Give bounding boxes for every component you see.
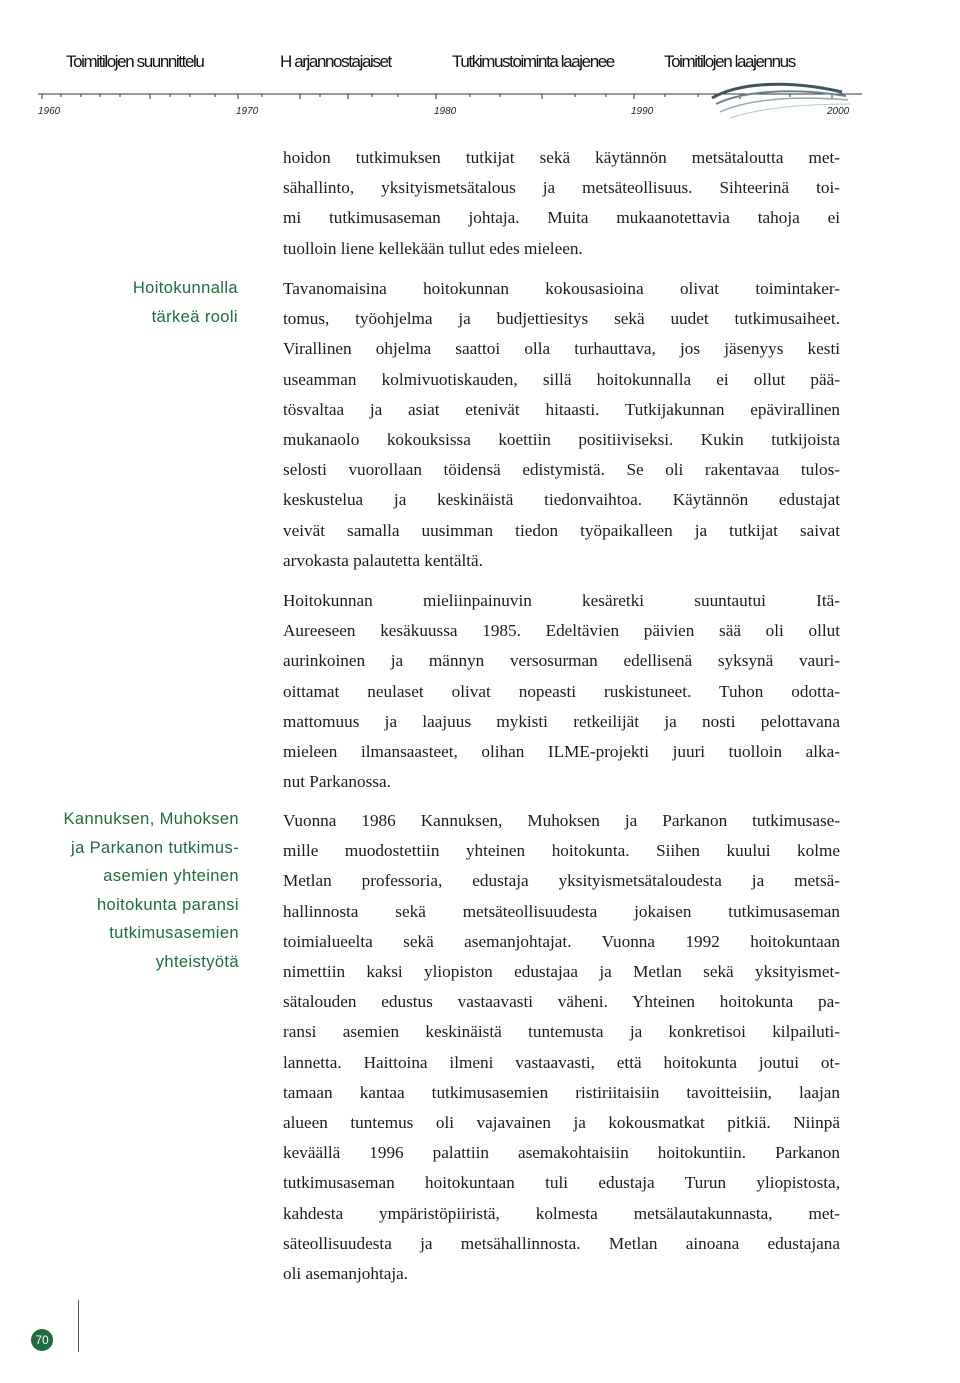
text-line: Virallinen ohjelma saattoi olla turhauttava, jos jäsenyys kesti <box>283 339 840 359</box>
text-line: useamman kolmivuotiskauden, sillä hoitokunnalla ei ollut pää- <box>283 369 840 389</box>
sidebar-heading-line: Kannuksen, Muhoksen <box>63 810 239 828</box>
year-1960: 1960 <box>38 106 61 117</box>
paragraph-3 <box>283 586 840 797</box>
year-2000: 2000 <box>827 106 850 117</box>
text-line: aurinkoinen ja männyn versosurman edellisenä syksynä vauri- <box>283 651 840 671</box>
footer-divider <box>78 1300 79 1352</box>
paragraph-4 <box>283 806 840 1289</box>
text-line: Aureeseen kesäkuussa 1985. Edeltävien päivien sää oli ollut <box>283 621 840 641</box>
paragraph-2 <box>283 274 840 576</box>
timeline-graphic <box>0 82 960 126</box>
sidebar-heading-line: Hoitokunnalla <box>132 279 238 297</box>
text-line: hallinnosta sekä metsäteollisuudesta jokaisen tutkimusaseman <box>283 901 840 921</box>
text-line: tösvaltaa ja asiat etenivät hitaasti. Tutkijakunnan epävirallinen <box>283 399 840 419</box>
text-line: Hoitokunnan mieliinpainuvin kesäretki suuntautui Itä- <box>283 591 840 610</box>
text-line: oli asemanjohtaja. <box>283 1264 409 1284</box>
text-line: mi tutkimusaseman johtaja. Muita mukaanotettavia tahoja ei <box>283 208 840 228</box>
text-line: lannetta. Haittoina ilmeni vastaavasti, että hoitokunta joutui ot- <box>283 1052 840 1072</box>
timeline <box>0 82 960 126</box>
text-line: tomus, työohjelma ja budjettiesitys sekä uudet tutkimusaiheet. <box>283 309 840 329</box>
sidebar-heading-hoitokunta <box>20 805 239 977</box>
sidebar-heading-hoitokunnalla <box>40 274 238 331</box>
header-titles <box>0 52 960 78</box>
text-line: mattomuus ja laajuus mykisti retkeilijät ja nosti pelottavana <box>283 711 840 731</box>
text-line: sätalouden edustus vastaavasti väheni. Yhteinen hoitokunta pa- <box>283 992 840 1012</box>
text-line: keskustelua ja keskinäistä tiedonvaihtoa. Käytännön edustajat <box>283 490 840 510</box>
sidebar-heading-line: asemien yhteinen <box>103 867 239 886</box>
text-line: arvokasta palautetta kentältä. <box>283 550 483 570</box>
text-line: säteollisuudesta ja metsähallinnosta. Metlan ainoana edustajana <box>283 1233 840 1253</box>
sidebar-heading-line: hoitokunta paransi <box>96 895 239 914</box>
text-line: tutkimusaseman hoitokuntaan tuli edustaja Turun yliopistosta, <box>283 1173 840 1193</box>
text-line: Vuonna 1986 Kannuksen, Muhoksen ja Parkanon tutkimusase- <box>283 811 840 830</box>
text-line: keväällä 1996 palattiin asemakohtaisiin hoitokuntiin. Parkanon <box>283 1143 840 1163</box>
year-1970: 1970 <box>236 106 259 117</box>
text-line: nimettiin kaksi yliopiston edustajaa ja Metlan sekä yksityismet- <box>283 962 840 982</box>
text-line: kahdesta ympäristöpiiristä, kolmesta metsälautakunnasta, met- <box>283 1203 840 1223</box>
header-title-1: Toimitilojen suunnittelu <box>66 52 204 71</box>
text-line: mille muodostettiin yhteinen hoitokunta. Siihen kuului kolme <box>283 841 840 861</box>
text-line: hoidon tutkimuksen tutkijat sekä käytännön metsätaloutta met- <box>283 148 840 167</box>
page-number: 70 <box>31 1329 53 1351</box>
header-title-2: H arjannostajaiset <box>280 52 391 71</box>
sidebar-heading-line: yhteistyötä <box>155 952 239 971</box>
sidebar-heading-line: tärkeä rooli <box>151 307 238 326</box>
text-line: Metlan professoria, edustaja yksityismetsätaloudesta ja metsä- <box>283 871 840 891</box>
text-line: tuolloin liene kellekään tullut edes mieleen. <box>283 238 583 258</box>
text-line: tamaan kantaa tutkimusasemien ristiriitaisiin tavoitteisiin, laajan <box>283 1082 840 1102</box>
text-line: mieleen ilmansaasteet, olihan ILME-projekti juuri tuolloin alka- <box>283 742 840 762</box>
text-line: oittamat neulaset olivat nopeasti ruskistuneet. Tuhon odotta- <box>283 681 840 701</box>
header-title-4: Toimitilojen laajennus <box>664 52 795 71</box>
sidebar-heading-line: ja Parkanon tutkimus- <box>71 838 239 857</box>
year-1980: 1980 <box>434 106 457 117</box>
text-line: veivät samalla uusimman tiedon työpaikalleen ja tutkijat saivat <box>283 520 840 540</box>
sidebar-heading-line: tutkimusasemien <box>109 924 239 943</box>
text-line: ransi asemien keskinäistä tuntemusta ja konkretisoi kilpailuti- <box>283 1022 840 1042</box>
text-line: selosti vuorollaan töidensä edistymistä. Se oli rakentavaa tulos- <box>283 460 840 480</box>
text-line: toimialueelta sekä asemanjohtajat. Vuonna 1992 hoitokuntaan <box>283 931 840 951</box>
text-line: alueen tuntemus oli vajavainen ja kokousmatkat pitkiä. Niinpä <box>283 1113 840 1133</box>
text-line: mukanaolo kokouksissa koettiin positiiviseksi. Kukin tutkijoista <box>283 430 840 450</box>
text-line: nut Parkanossa. <box>283 772 391 792</box>
text-line: sähallinto, yksityismetsätalous ja metsäteollisuus. Sihteerinä toi- <box>283 178 840 198</box>
year-1990: 1990 <box>631 106 654 117</box>
text-line: Tavanomaisina hoitokunnan kokousasioina olivat toimintaker- <box>283 279 840 298</box>
header-title-3: Tutkimustoiminta laajenee <box>452 52 614 71</box>
paragraph-1 <box>283 143 840 264</box>
